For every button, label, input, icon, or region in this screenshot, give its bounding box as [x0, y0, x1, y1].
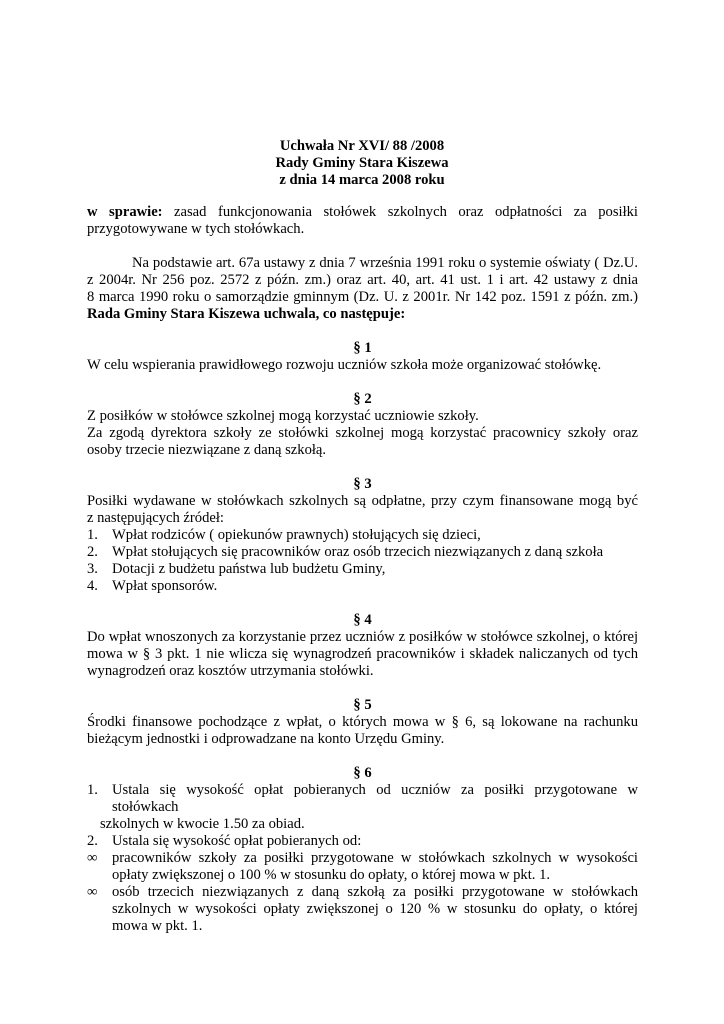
document-body — [87, 204, 638, 935]
section-6-item-1-line-1: Ustala się wysokość opłat pobieranych od uczniów za posiłki przygotowane w stołówkach — [112, 782, 638, 815]
section-5-line-1: Środki finansowe pochodzące z wpłat, o których mowa w § 6, są lokowane na rachunku — [87, 714, 638, 730]
section-5-line-2: bieżącym jednostki i odprowadzane na konto Urzędu Gminy. — [87, 731, 445, 747]
section-2-line-3: osoby trzecie niezwiązane z daną szkołą. — [87, 442, 327, 458]
section-5-heading: § 5 — [353, 697, 372, 713]
section-3-list-item: 2. Wpłat stołujących się pracowników oraz osób trzecich niezwiązanych z daną szkoła — [87, 544, 604, 560]
section-6-bullet-2-line-3: mowa w pkt. 1. — [112, 918, 203, 934]
infinity-bullet-icon: ∞ — [87, 884, 98, 900]
title-line-number: Uchwała Nr XVI/ 88 /2008 — [279, 138, 445, 154]
section-6-bullet-1 — [87, 850, 638, 884]
preamble-line-3: 8 marca 1990 roku o samorządzie gminnym (Dz. U. z 2001r. Nr 142 poz. 1591 z późn. zm.) — [87, 289, 638, 305]
section-4-line-3: wynagrodzeń oraz kosztów utrzymania stołówki. — [87, 663, 374, 679]
section-2-line-2: Za zgodą dyrektora szkoły ze stołówki szkolnej mogą korzystać pracownicy szkoły oraz — [87, 425, 638, 441]
section-6-item-1-line-2: szkolnych w kwocie 1.50 za obiad. — [100, 816, 305, 832]
section-6-bullet-2-line-2: szkolnych w wysokości opłaty zwiększonej o 120 % w stosunku do opłaty, o której — [112, 901, 638, 917]
section-4-line-1: Do wpłat wnoszonych za korzystanie przez uczniów z posiłków w stołówce szkolnej, o której — [87, 629, 638, 645]
title-line-date: z dnia 14 marca 2008 roku — [279, 172, 445, 188]
section-3-list-item: 1. Wpłat rodziców ( opiekunów prawnych) stołujących się dzieci, — [87, 527, 481, 543]
resolution-title — [0, 138, 724, 189]
section-6-bullet-1-line-1: pracowników szkoły za posiłki przygotowane w stołówkach szkolnych w wysokości — [112, 850, 638, 866]
infinity-bullet-icon: ∞ — [87, 850, 98, 866]
section-3-line-2: z następujących źródeł: — [87, 510, 224, 526]
preamble-line-2: z 2004r. Nr 256 poz. 2572 z późn. zm.) oraz art. 40, art. 41 ust. 1 i art. 42 ustawy z dnia — [87, 272, 638, 288]
section-4-heading: § 4 — [353, 612, 372, 628]
section-3-list-item: 4. Wpłat sponsorów. — [87, 578, 218, 594]
title-line-council: Rady Gminy Stara Kiszewa — [275, 155, 449, 171]
section-3-list-item: 3. Dotacji z budżetu państwa lub budżetu Gminy, — [87, 561, 386, 577]
section-6-item-2-line-1: Ustala się wysokość opłat pobieranych od: — [112, 833, 362, 849]
subject-label: w sprawie: — [87, 204, 163, 220]
section-1-heading: § 1 — [353, 340, 372, 356]
section-3-heading: § 3 — [353, 476, 372, 492]
subject-line-1: w sprawie: zasad funkcjonowania stołówek szkolnych oraz odpłatności za posiłki — [87, 204, 638, 220]
resolution-statement: Rada Gminy Stara Kiszewa uchwala, co następuje: — [87, 306, 406, 322]
section-3-line-1: Posiłki wydawane w stołówkach szkolnych są odpłatne, przy czym finansowane mogą być — [87, 493, 638, 509]
section-6-item-2: 2. Ustala się wysokość opłat pobieranych od: — [87, 833, 638, 850]
subject-line-2: przygotowywane w tych stołówkach. — [87, 221, 305, 237]
section-6-item-1: 1. Ustala się wysokość opłat pobieranych od uczniów za posiłki przygotowane w stołówkach szkolnych w kwocie 1.50 za obiad. — [87, 782, 638, 832]
section-4-line-2: mowa w § 3 pkt. 1 nie wlicza się wynagrodzeń pracowników i składek naliczanych od tych — [87, 646, 638, 662]
section-6-bullet-1-line-2: opłaty zwiększonej o 100 % w stosunku do opłaty, o której mowa w pkt. 1. — [112, 867, 551, 883]
section-2-line-1: Z posiłków w stołówce szkolnej mogą korzystać uczniowie szkoły. — [87, 408, 479, 424]
section-6-bullet-2-line-1: osób trzecich niezwiązanych z daną szkołą za posiłki przygotowane w stołówkach — [112, 884, 638, 900]
section-6-bullet-2 — [87, 884, 638, 935]
preamble-line-1: Na podstawie art. 67a ustawy z dnia 7 września 1991 roku o systemie oświaty ( Dz.U. — [132, 255, 638, 271]
section-6-heading: § 6 — [353, 765, 372, 781]
section-1-text: W celu wspierania prawidłowego rozwoju uczniów szkoła może organizować stołówkę. — [87, 357, 602, 373]
section-2-heading: § 2 — [353, 391, 372, 407]
